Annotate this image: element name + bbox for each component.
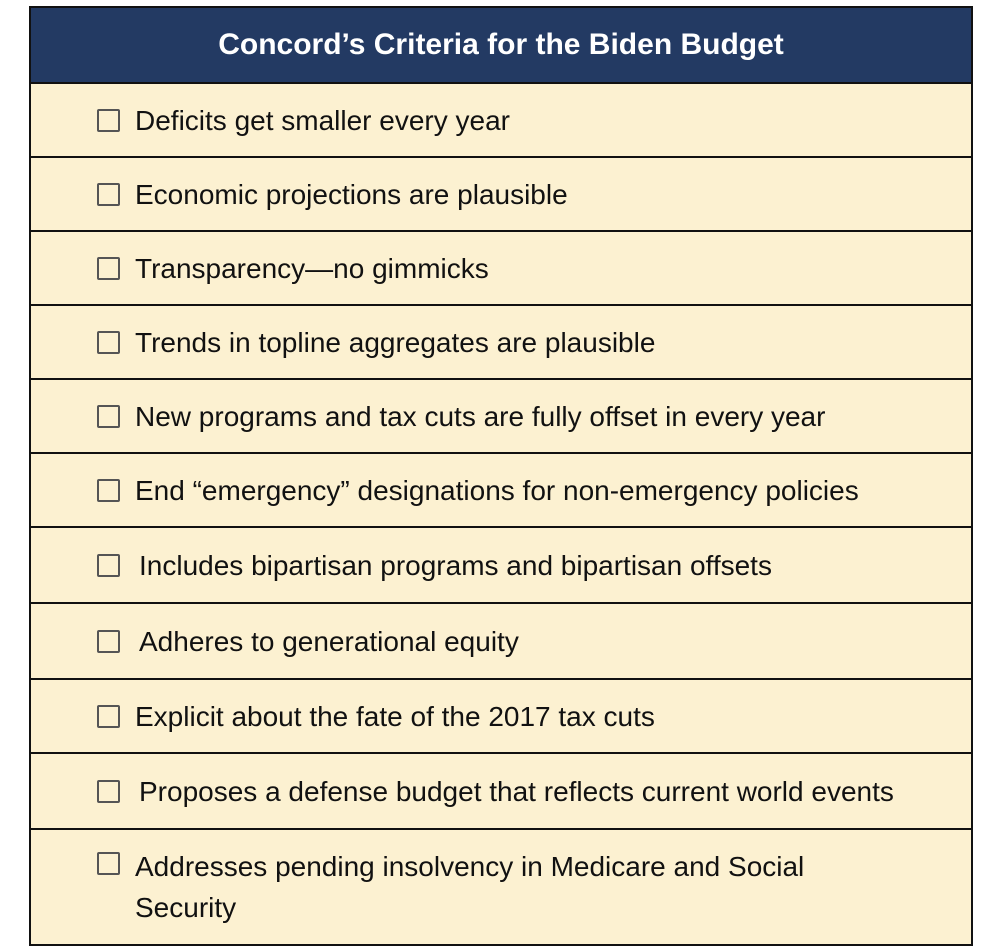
criteria-label: Trends in topline aggregates are plausible	[135, 326, 656, 358]
checkbox[interactable]	[97, 630, 120, 653]
criteria-row	[31, 604, 971, 680]
criteria-label: Economic projections are plausible	[135, 178, 568, 210]
checkbox[interactable]	[97, 554, 120, 577]
criteria-row	[31, 680, 971, 754]
criteria-row	[31, 158, 971, 232]
criteria-row	[31, 84, 971, 158]
criteria-row	[31, 232, 971, 306]
criteria-label: New programs and tax cuts are fully offset in every year	[135, 400, 826, 432]
criteria-label: Proposes a defense budget that reflects current world events	[139, 775, 894, 807]
criteria-row	[31, 306, 971, 380]
checkbox[interactable]	[97, 705, 120, 728]
criteria-row	[31, 454, 971, 528]
criteria-row	[31, 380, 971, 454]
criteria-row	[31, 528, 971, 604]
criteria-label: Explicit about the fate of the 2017 tax cuts	[135, 700, 655, 732]
checkbox[interactable]	[97, 852, 120, 875]
checkbox[interactable]	[97, 780, 120, 803]
criteria-label: Deficits get smaller every year	[135, 104, 511, 136]
checkbox[interactable]	[97, 183, 120, 206]
checkbox[interactable]	[97, 109, 120, 132]
criteria-row	[31, 830, 971, 944]
criteria-table	[29, 6, 973, 946]
criteria-label: End “emergency” designations for non-emergency policies	[135, 474, 859, 506]
criteria-label: Includes bipartisan programs and bipartisan offsets	[139, 549, 772, 581]
checkbox[interactable]	[97, 331, 120, 354]
criteria-label: Addresses pending insolvency in Medicare and Social Security	[135, 851, 805, 923]
checkbox[interactable]	[97, 257, 120, 280]
criteria-label: Adheres to generational equity	[139, 625, 519, 657]
criteria-row	[31, 754, 971, 830]
table-title: Concord’s Criteria for the Biden Budget	[31, 8, 971, 84]
checkbox[interactable]	[97, 479, 120, 502]
criteria-label: Transparency—no gimmicks	[135, 252, 489, 284]
checkbox[interactable]	[97, 405, 120, 428]
